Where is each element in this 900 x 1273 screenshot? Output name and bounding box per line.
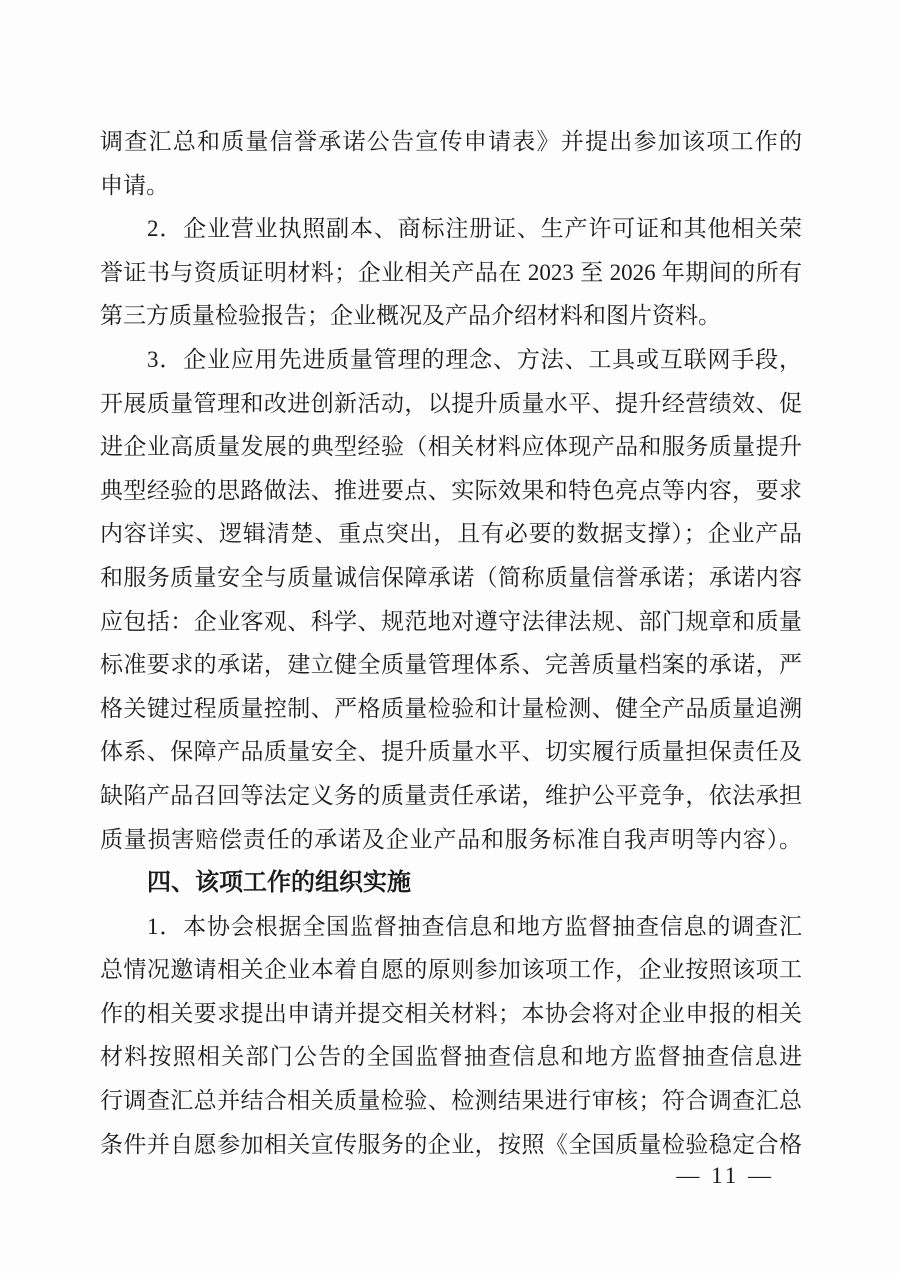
text-line: 开展质量管理和改进创新活动，以提升质量水平、提升经营绩效、促 xyxy=(100,390,802,416)
text-line: 总情况邀请相关企业本着自愿的原则参加该项工作，企业按照该项工 xyxy=(100,957,802,983)
section-heading: 四、该项工作的组织实施 xyxy=(147,869,411,897)
text-line: 格关键过程质量控制、严格质量检验和计量检测、健全产品质量追溯 xyxy=(100,695,802,721)
text-line: 第三方质量检验报告；企业概况及产品介绍材料和图片资料。 xyxy=(100,303,721,329)
text-line: 条件并自愿参加相关宣传服务的企业，按照《全国质量检验稳定合格 xyxy=(100,1131,802,1157)
text-line: 内容详实、逻辑清楚、重点突出，且有必要的数据支撑）；企业产品 xyxy=(100,521,802,547)
text-line: 材料按照相关部门公告的全国监督抽查信息和地方监督抽查信息进 xyxy=(100,1044,802,1070)
text-line: 3．企业应用先进质量管理的理念、方法、工具或互联网手段， xyxy=(147,346,802,372)
text-line: 标准要求的承诺，建立健全质量管理体系、完善质量档案的承诺，严 xyxy=(100,652,802,678)
text-line: 申请。 xyxy=(100,172,169,198)
text-line: 行调查汇总并结合相关质量检验、检测结果进行审核；符合调查汇总 xyxy=(100,1088,802,1114)
text-line: 1．本协会根据全国监督抽查信息和地方监督抽查信息的调查汇 xyxy=(147,913,802,939)
text-line: 进企业高质量发展的典型经验（相关材料应体现产品和服务质量提升 xyxy=(100,434,802,460)
text-line: 体系、保障产品质量安全、提升质量水平、切实履行质量担保责任及 xyxy=(100,739,802,765)
text-line: 应包括：企业客观、科学、规范地对遵守法律法规、部门规章和质量 xyxy=(100,608,802,634)
text-line: 誉证书与资质证明材料；企业相关产品在 2023 至 2026 年期间的所有 xyxy=(100,259,802,285)
text-line: 典型经验的思路做法、推进要点、实际效果和特色亮点等内容，要求 xyxy=(100,477,802,503)
text-line: 质量损害赔偿责任的承诺及企业产品和服务标准自我声明等内容）。 xyxy=(100,826,802,852)
text-line: 作的相关要求提出申请并提交相关材料；本协会将对企业申报的相关 xyxy=(100,1000,802,1026)
text-line: 调查汇总和质量信誉承诺公告宣传申请表》并提出参加该项工作的 xyxy=(100,129,802,154)
text-line: 缺陷产品召回等法定义务的质量责任承诺，维护公平竞争，依法承担 xyxy=(100,782,802,808)
text-line: 和服务质量安全与质量诚信保障承诺（简称质量信誉承诺；承诺内容 xyxy=(100,564,802,590)
document-body xyxy=(100,120,802,1166)
text-line: 2．企业营业执照副本、商标注册证、生产许可证和其他相关荣 xyxy=(147,216,802,242)
page-number: — 11 — xyxy=(676,1163,774,1188)
